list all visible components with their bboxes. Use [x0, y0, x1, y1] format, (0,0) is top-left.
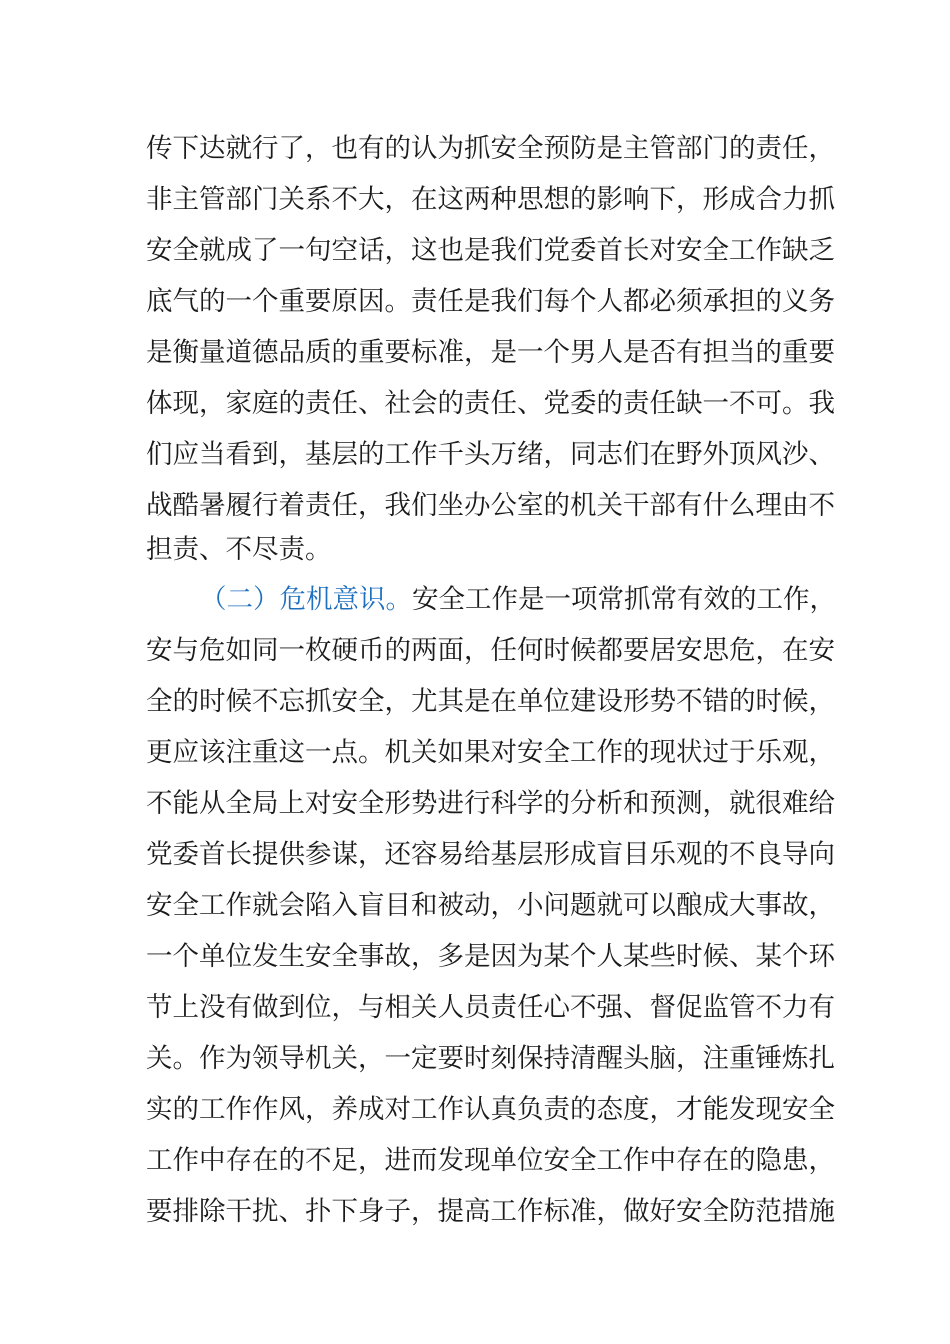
paragraph-line: 节上没有做到位，与相关人员责任心不强、督促监管不力有	[146, 992, 835, 1023]
paragraph-line: 担责、不尽责。	[146, 534, 332, 565]
paragraph-line: 传下达就行了，也有的认为抓安全预防是主管部门的责任，	[146, 133, 835, 164]
paragraph-line: 体现，家庭的责任、社会的责任、党委的责任缺一不可。我	[146, 388, 835, 419]
paragraph-line: 更应该注重这一点。机关如果对安全工作的现状过于乐观，	[146, 737, 835, 768]
paragraph-line: 安全工作就会陷入盲目和被动，小问题就可以酿成大事故，	[146, 890, 835, 921]
paragraph-line: 非主管部门关系不大，在这两种思想的影响下，形成合力抓	[146, 184, 835, 215]
paragraph-line: 战酷暑履行着责任，我们坐办公室的机关干部有什么理由不	[146, 490, 835, 521]
paragraph-line: 实的工作作风，养成对工作认真负责的态度，才能发现安全	[146, 1094, 835, 1125]
paragraph-line: 不能从全局上对安全形势进行科学的分析和预测，就很难给	[146, 788, 835, 819]
paragraph-line: 全的时候不忘抓安全，尤其是在单位建设形势不错的时候，	[146, 686, 835, 717]
paragraph-line: 要排除干扰、扑下身子，提高工作标准，做好安全防范措施	[146, 1196, 835, 1227]
paragraph-line: 工作中存在的不足，进而发现单位安全工作中存在的隐患，	[146, 1145, 835, 1176]
paragraph-line: 安与危如同一枚硬币的两面，任何时候都要居安思危，在安	[146, 635, 835, 666]
paragraph-line: 一个单位发生安全事故，多是因为某个人某些时候、某个环	[146, 941, 835, 972]
paragraph-line: 安全就成了一句空话，这也是我们党委首长对安全工作缺乏	[146, 235, 835, 266]
paragraph-line: 们应当看到，基层的工作千头万绪，同志们在野外顶风沙、	[146, 439, 835, 470]
paragraph-line: 关。作为领导机关，一定要时刻保持清醒头脑，注重锤炼扎	[146, 1043, 835, 1074]
paragraph-line: 底气的一个重要原因。责任是我们每个人都必须承担的义务	[146, 286, 835, 317]
section-heading-rest: 安全工作是一项常抓常有效的工作，	[412, 584, 836, 615]
paragraph-line: 是衡量道德品质的重要标准，是一个男人是否有担当的重要	[146, 337, 835, 368]
section-heading-line	[200, 580, 836, 620]
section-heading: （二）危机意识。	[200, 584, 412, 615]
paragraph-line: 党委首长提供参谋，还容易给基层形成盲目乐观的不良导向	[146, 839, 835, 870]
